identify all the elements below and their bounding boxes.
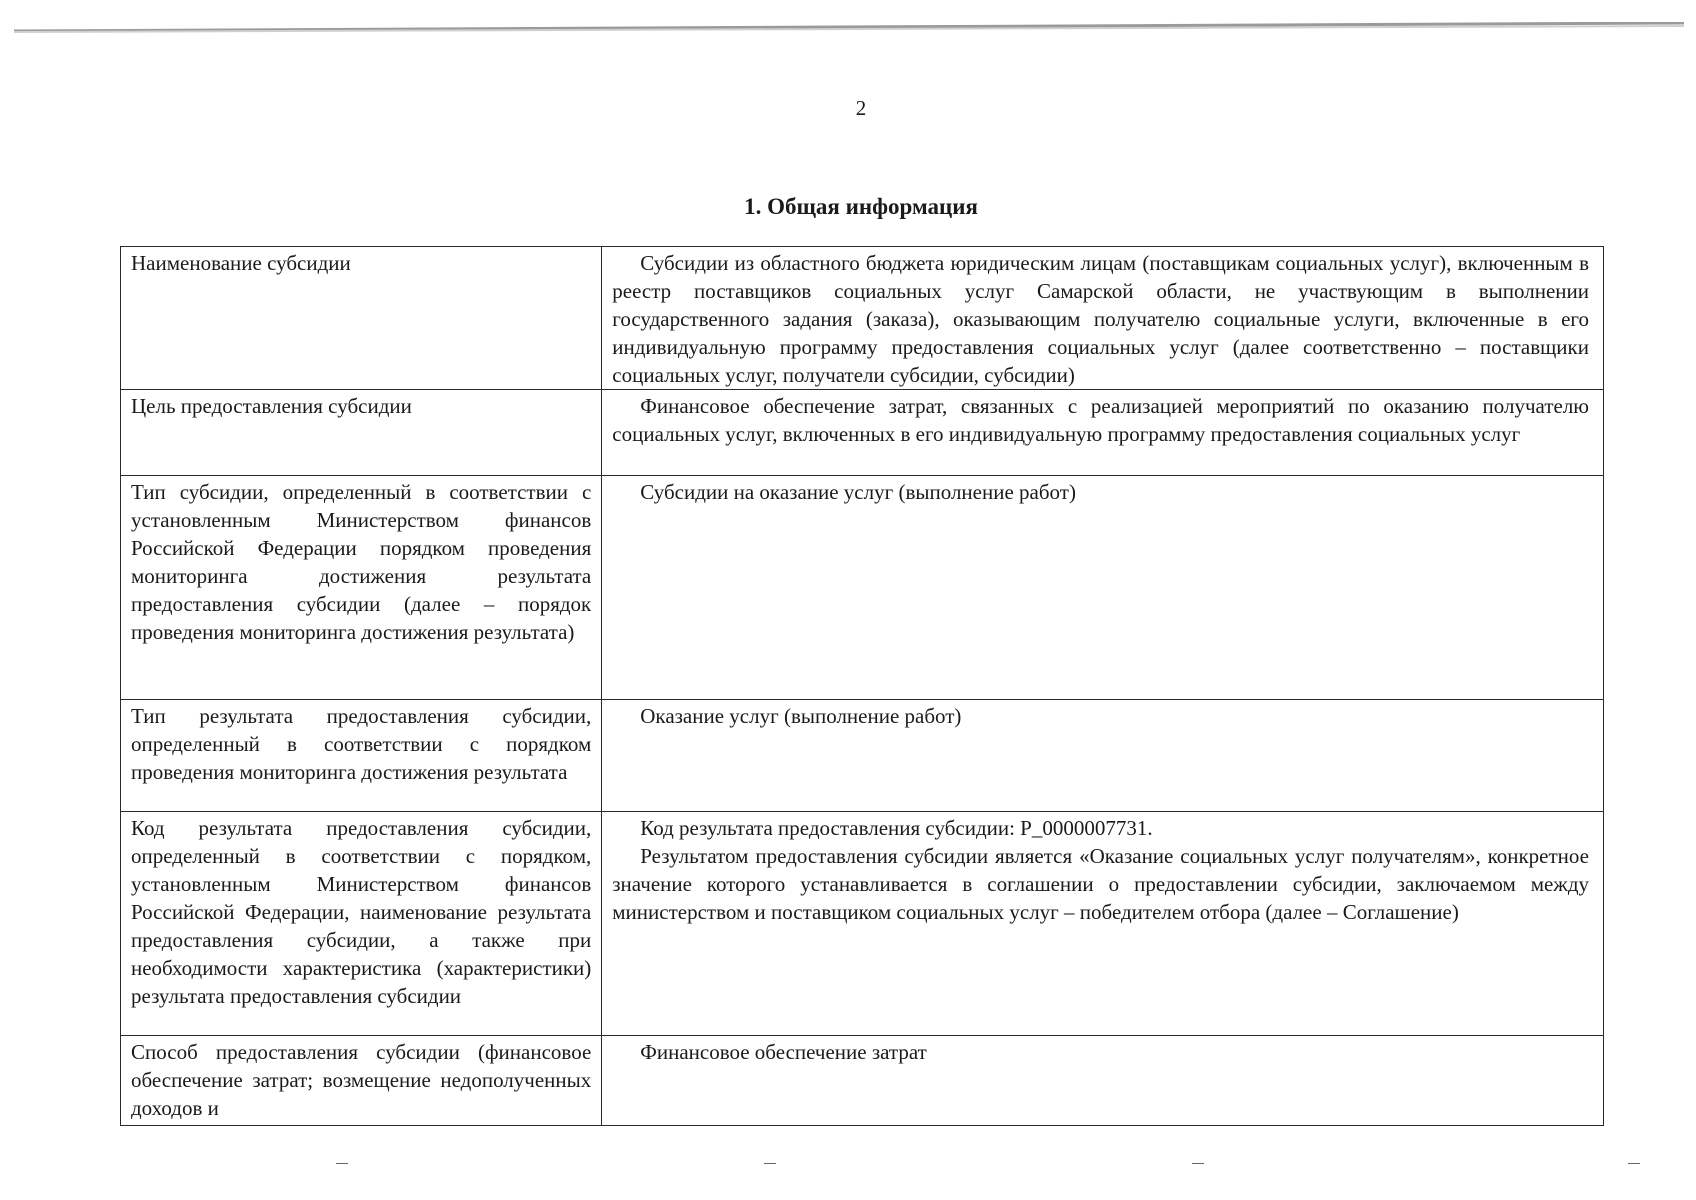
row-value: Субсидии из областного бюджета юридическим лицам (поставщикам социальных услуг), включенным в реестр поставщиков социальных услуг Самарской области, не участвующим в выполнении государственного задания (заказа), оказывающим получателю социальные услуги, включенные в его индивидуальную программу предоставления социальных услуг (далее соответственно – поставщики социальных услуг, получатели субсидии, субсидии) [602,247,1604,390]
scan-mark [764,1163,776,1164]
row-label: Способ предоставления субсидии (финансовое обеспечение затрат; возмещение недополученных доходов и [121,1036,602,1126]
table-row [121,812,1604,1036]
row-value: Код результата предоставления субсидии: P_0000007731. Результатом предоставления субсидии является «Оказание социальных услуг получателям», конкретное значение которого устанавливается в соглашении о предоставлении субсидии, заключаемом между министерством и поставщиком социальных услуг – победителем отбора (далее – Соглашение) [602,812,1604,1036]
scan-mark [336,1163,348,1164]
row-label: Код результата предоставления субсидии, определенный в соответствии с порядком, установленным Министерством финансов Российской Федерации, наименование результата предоставления субсидии, а также при необходимости характеристика (характеристики) результата предоставления субсидии [121,812,602,1036]
table-row [121,476,1604,700]
page-number: 2 [855,96,867,120]
row-label: Тип результата предоставления субсидии, определенный в соответствии с порядком проведения мониторинга достижения результата [121,700,602,812]
row-label: Цель предоставления субсидии [121,390,602,476]
general-info-table [120,246,1604,1126]
table-row [121,390,1604,476]
row-value: Финансовое обеспечение затрат, связанных с реализацией мероприятий по оказанию получателю социальных услуг, включенных в его индивидуальную программу предоставления социальных услуг [602,390,1604,476]
row-value: Субсидии на оказание услуг (выполнение работ) [602,476,1604,700]
section-title: 1. Общая информация [744,194,978,219]
scan-edge-shadow [14,22,1684,34]
row-value: Оказание услуг (выполнение работ) [602,700,1604,812]
scan-mark [1628,1163,1640,1164]
table-row [121,247,1604,390]
row-label: Наименование субсидии [121,247,602,390]
table-row [121,1036,1604,1126]
scan-mark [1192,1163,1204,1164]
table-row [121,700,1604,812]
row-label: Тип субсидии, определенный в соответствии с установленным Министерством финансов Российской Федерации порядком проведения мониторинга достижения результата предоставления субсидии (далее – порядок проведения мониторинга достижения результата) [121,476,602,700]
row-value: Финансовое обеспечение затрат [602,1036,1604,1126]
